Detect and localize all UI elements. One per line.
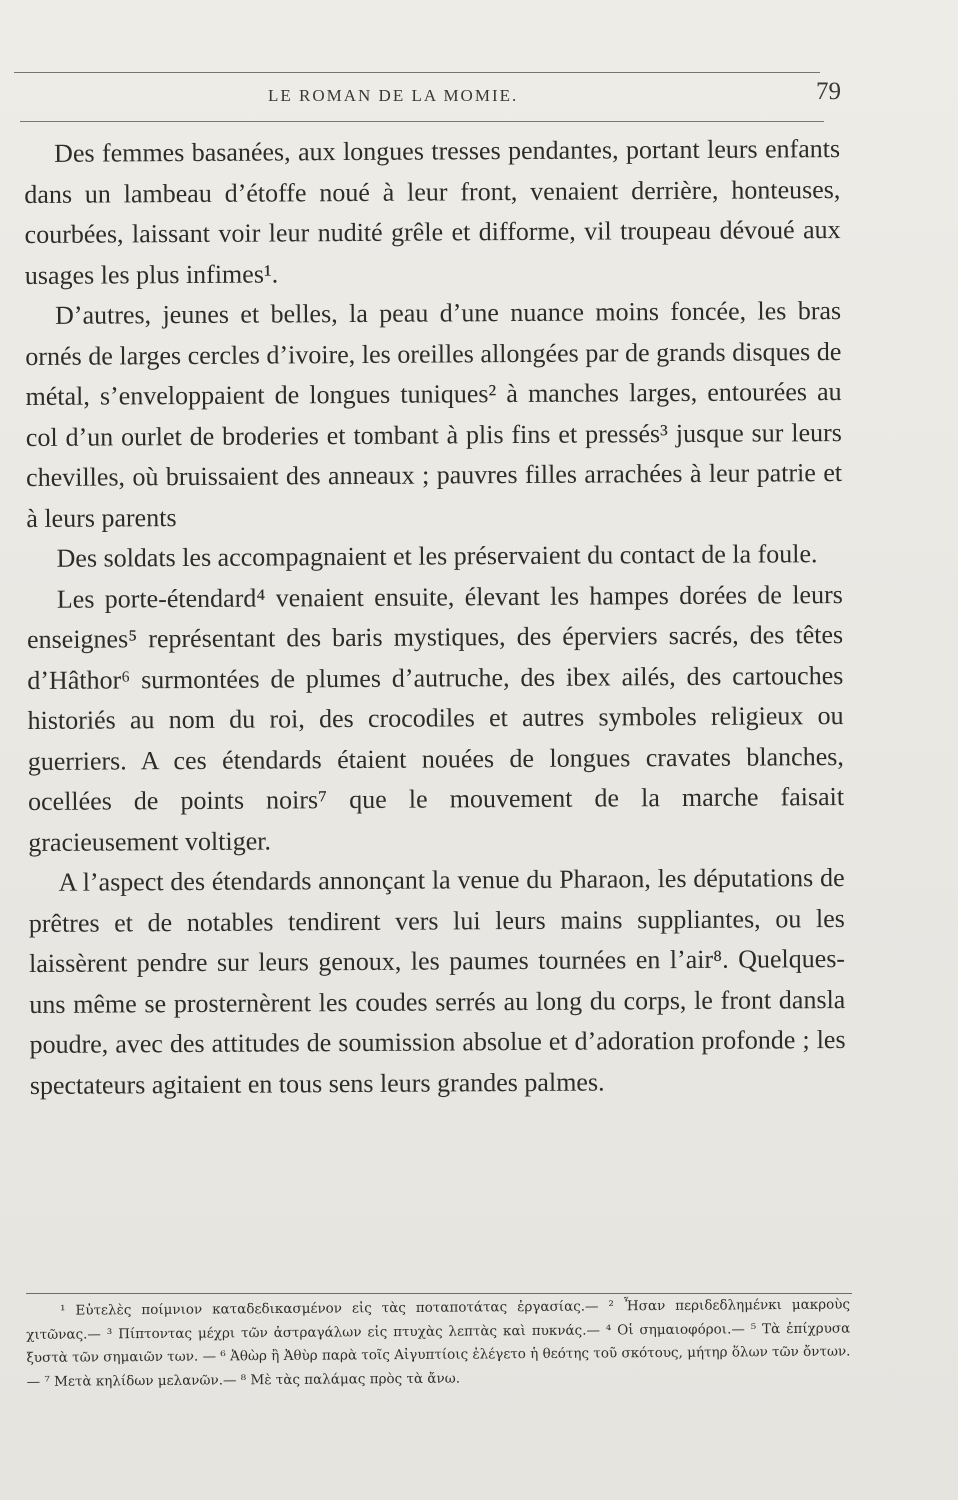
- footnotes: ¹ Εὐτελὲς ποίμνιον καταδεδικασμένον εἰς τὰς ποταποτάτας ἐργασίας.— ² Ἦσαν περιδεδλημένκι μακροὺς χιτῶνας.— ³ Πίπτοντας μέχρι τῶν ἀστραγάλων εἰς πτυχὰς λεπτὰς καὶ πυκνάς.— ⁴ Οἱ σημαιοφόροι.— ⁵ Τὰ ἐπίχρυσα ξυστὰ τῶν σημαιῶν των. — ⁶ Ἀθὼρ ἢ Ἀθὺρ παρὰ τοῖς Αἰγυπτίοις ἐλέγετο ἡ θεότης τοῦ σκότους, μήτηρ ὅλων τῶν ὄντων.— ⁷ Μετὰ κηλίδων μελανῶν.— ⁸ Μὲ τὰς παλάμας πρὸς τὰ ἄνω.: [26, 1296, 851, 1390]
- paragraph: Les porte-étendard⁴ venaient ensuite, élevant les hampes dorées de leurs enseignes⁵ représentant des baris mystiques, des éperviers sacrés, des têtes d’Hâthor⁶ surmontées de plumes d’autruche, des ibex ailés, des cartouches historiés au nom du roi, des crocodiles et autres symboles religieux ou guerriers. A ces étendards étaient nouées de longues cravates blanches, ocellées de points noirs⁷ que le mouvement de la marche faisait gracieusement voltiger.: [26, 579, 845, 857]
- page-number: 79: [816, 78, 841, 105]
- top-rule: [14, 72, 820, 73]
- page-header: [10, 78, 850, 118]
- paragraph: D’autres, jeunes et belles, la peau d’une nuance moins foncée, les bras ornés de larges cercles d’ivoire, les oreilles allongées par de grands disques de métal, s’enveloppaient de longues tuniques² à manches larges, entourées au col d’un ourlet de broderies et tombant à plis fins et pressés³ jusque sur leurs chevilles, où bruissaient des anneaux ; pauvres filles arrachées à leur patrie et à leurs parents: [25, 296, 843, 533]
- paragraph: Des soldats les accompagnaient et les préservaient du contact de la foule.: [56, 539, 818, 573]
- paragraph: Des femmes basanées, aux longues tresses pendantes, portant leurs enfants dans un lambeau d’étoffe noué à leur front, venaient derrière, honteuses, courbées, laissant voir leur nudité grêle et difforme, vil troupeau dévoué aux usages les plus infimes¹.: [24, 134, 841, 290]
- header-rule: [20, 121, 824, 122]
- running-title: LE ROMAN DE LA MOMIE.: [268, 86, 519, 105]
- main-text: [24, 129, 846, 1106]
- paragraph: A l’aspect des étendards annonçant la venue du Pharaon, les députations de prêtres et de notables tendirent vers lui leurs mains suppliantes, ou les laissèrent pendre sur leurs genoux, les paumes tournées en l’air⁸. Quelques-uns même se prosternèrent les coudes serrés au long du corps, le front dansla poudre, avec des attitudes de soumission absolue et d’adoration profonde ; les spectateurs agitaient en tous sens leurs grandes palmes.: [28, 863, 846, 1100]
